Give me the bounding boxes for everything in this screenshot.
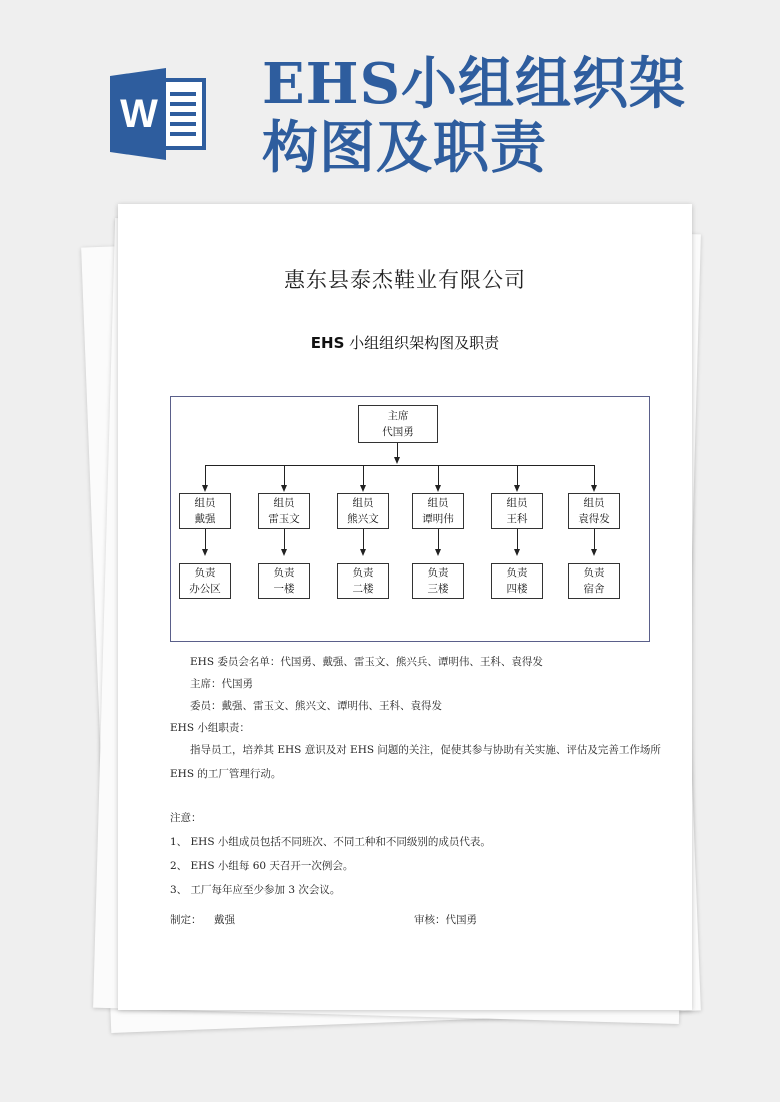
company-name: 惠东县泰杰鞋业有限公司 xyxy=(284,268,526,292)
duty-area: 三楼 xyxy=(427,583,449,595)
connector-arrow xyxy=(360,549,366,556)
member-name: 雷玉文 xyxy=(268,513,300,525)
connector-arrow xyxy=(281,485,287,492)
member-name: 谭明伟 xyxy=(422,513,454,525)
connector-line xyxy=(438,465,439,485)
chair-line: 主席：代国勇 xyxy=(190,678,253,690)
word-icon-letter: W xyxy=(120,92,158,136)
member-role: 组员 xyxy=(194,497,216,509)
connector-line xyxy=(363,529,364,551)
member-box xyxy=(337,493,389,529)
duty-box xyxy=(258,563,310,599)
banner-title-line2: 构图及职责 xyxy=(262,115,547,181)
prepared-name: 戴强 xyxy=(214,914,235,926)
duty-box xyxy=(491,563,543,599)
note-2: 2、 EHS 小组每 60 天召开一次例会。 xyxy=(170,860,354,872)
word-document-icon xyxy=(108,66,208,162)
document-title-suffix: 小组组织架构图及职责 xyxy=(344,334,500,352)
connector-line xyxy=(284,465,285,485)
connector-line xyxy=(594,465,595,485)
note-3: 3、 工厂每年应至少参加 3 次会议。 xyxy=(170,884,341,896)
duty-label: 负责 xyxy=(506,567,528,579)
member-name: 戴强 xyxy=(194,513,216,525)
members-line: 委员：戴强、雷玉文、熊兴文、谭明伟、王科、袁得发 xyxy=(190,700,442,712)
member-name: 袁得发 xyxy=(578,513,610,525)
member-role: 组员 xyxy=(273,497,295,509)
duty-label: 负责 xyxy=(583,567,605,579)
connector-arrow xyxy=(202,549,208,556)
connector-line xyxy=(205,529,206,551)
duty-label: 负责 xyxy=(194,567,216,579)
member-box xyxy=(412,493,464,529)
connector-arrow xyxy=(202,485,208,492)
banner-title xyxy=(262,52,742,180)
member-role: 组员 xyxy=(352,497,374,509)
duty-box xyxy=(179,563,231,599)
duties-heading: EHS 小组职责： xyxy=(170,722,250,734)
member-box xyxy=(568,493,620,529)
member-role: 组员 xyxy=(583,497,605,509)
duties-paragraph-1: 指导员工，培养其 EHS 意识及对 EHS 问题的关注，促使其参与协助有关实施、评估及完善工作场所 xyxy=(190,744,661,756)
member-name: 熊兴文 xyxy=(347,513,379,525)
connector-arrow xyxy=(591,485,597,492)
document-title-prefix: EHS xyxy=(310,334,345,352)
committee-list: EHS 委员会名单：代国勇、戴强、雷玉文、熊兴兵、谭明伟、王科、袁得发 xyxy=(190,656,543,668)
document-title xyxy=(118,332,692,353)
member-role: 组员 xyxy=(506,497,528,509)
member-box xyxy=(179,493,231,529)
prepared-label: 制定： xyxy=(170,914,202,926)
chair-name: 代国勇 xyxy=(382,426,414,438)
connector-arrow xyxy=(394,457,400,464)
duty-box xyxy=(412,563,464,599)
connector-arrow xyxy=(281,549,287,556)
duty-label: 负责 xyxy=(427,567,449,579)
org-chart xyxy=(170,396,650,642)
connector-line xyxy=(438,529,439,551)
duty-area: 一楼 xyxy=(273,583,295,595)
connector-arrow xyxy=(360,485,366,492)
connector-line xyxy=(284,529,285,551)
chair-role: 主席 xyxy=(387,410,409,422)
duty-area: 二楼 xyxy=(352,583,374,595)
banner-title-line1: EHS小组组织架 xyxy=(262,51,687,117)
connector-arrow xyxy=(591,549,597,556)
duty-box xyxy=(568,563,620,599)
connector-line xyxy=(594,529,595,551)
member-box xyxy=(491,493,543,529)
note-1: 1、 EHS 小组成员包括不同班次、不同工种和不同级别的成员代表。 xyxy=(170,836,491,848)
duty-label: 负责 xyxy=(352,567,374,579)
connector-arrow xyxy=(435,485,441,492)
member-name: 王科 xyxy=(506,513,528,525)
connector-line xyxy=(517,465,518,485)
connector-arrow xyxy=(514,485,520,492)
duties-paragraph-2: EHS 的工厂管理行动。 xyxy=(170,768,282,780)
duty-box xyxy=(337,563,389,599)
duty-area: 办公区 xyxy=(189,583,221,595)
connector-line xyxy=(363,465,364,485)
duty-label: 负责 xyxy=(273,567,295,579)
reviewed-by: 审核：代国勇 xyxy=(414,914,477,926)
connector-line xyxy=(517,529,518,551)
duty-area: 宿舍 xyxy=(583,583,605,595)
connector-arrow xyxy=(514,549,520,556)
connector-bus xyxy=(205,465,595,466)
notes-heading: 注意： xyxy=(170,812,202,824)
member-role: 组员 xyxy=(427,497,449,509)
document-page xyxy=(118,204,692,1010)
connector-line xyxy=(205,465,206,485)
member-box xyxy=(258,493,310,529)
duty-area: 四楼 xyxy=(506,583,528,595)
connector-arrow xyxy=(435,549,441,556)
chair-box xyxy=(358,405,438,443)
